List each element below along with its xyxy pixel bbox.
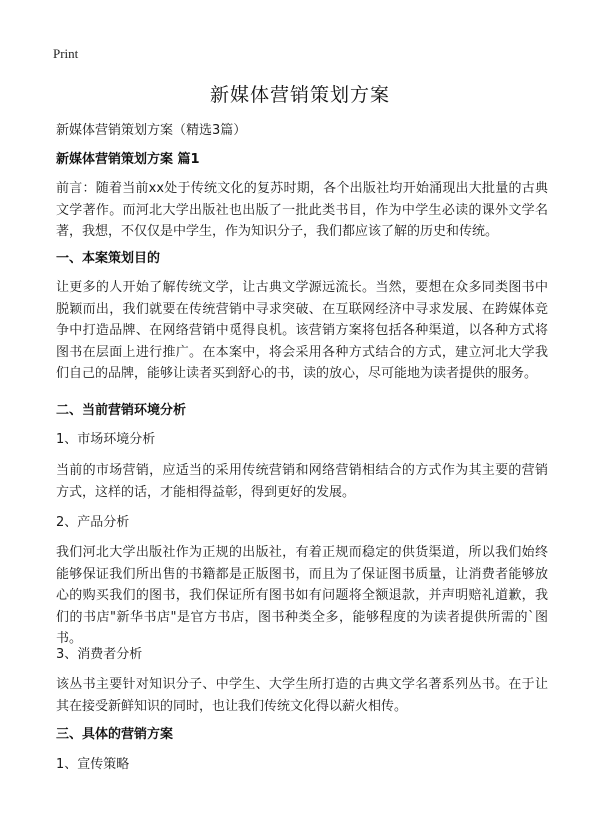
product-analysis-body: 我们河北大学出版社作为正规的出版社，有着正规而稳定的供货渠道，所以我们始终能够保证我们所出售的书籍都是正版图书，而且为了保证图书质量，让消费者能够放心的购买我们的图书，我们保证所有图书如有问题将全额退款，并声明赔礼道歉，我们的书店"新华书店"是官方书店，图书种类全多，能够程度的为读者提供所需的`图书。 <box>56 545 548 646</box>
consumer-analysis-heading: 3、消费者分析 <box>56 647 143 662</box>
product-analysis-heading: 2、产品分析 <box>56 515 130 530</box>
section-3-heading: 三、具体的营销方案 <box>56 727 174 742</box>
document-subtitle: 新媒体营销策划方案（精选3篇） <box>56 123 247 138</box>
publicity-strategy-heading: 1、宣传策略 <box>56 757 130 772</box>
market-analysis-body: 当前的市场营销，应适当的采用传统营销和网络营销相结合的方式作为其主要的营销方式，这样的话，才能相得益彰，得到更好的发展。 <box>56 463 548 500</box>
article-heading: 新媒体营销策划方案 篇1 <box>56 152 200 167</box>
section-2-heading: 二、当前营销环境分析 <box>56 403 187 418</box>
market-analysis-heading: 1、市场环境分析 <box>56 432 156 447</box>
print-link[interactable]: Print <box>53 46 79 61</box>
page-title: 新媒体营销策划方案 <box>209 84 390 106</box>
intro-paragraph: 前言：随着当前xx处于传统文化的复苏时期，各个出版社均开始涌现出大批量的古典文学著作。而河北大学出版社也出版了一批此类书目，作为中学生必读的课外文学名著，我想，不仅仅是中学生，作为知识分子，我们都应该了解的历史和传统。 <box>56 181 548 239</box>
section-1-heading: 一、本案策划目的 <box>56 251 161 266</box>
consumer-analysis-body: 该丛书主要针对知识分子、中学生、大学生所打造的古典文学名著系列丛书。在于让其在接受新鲜知识的同时，也让我们传统文化得以薪火相传。 <box>56 677 548 714</box>
section-1-body: 让更多的人开始了解传统文学，让古典文学源远流长。当然，要想在众多同类图书中脱颖而出，我们就要在传统营销中寻求突破、在互联网经济中寻求发展、在跨媒体竞争中打造品牌、在网络营销中觅得良机。该营销方案将包括各种渠道，以各种方式将图书在层面上进行推广。在本案中，将会采用各种方式结合的方式，建立河北大学我们自己的品牌，能够让读者买到舒心的书，读的放心，尽可能地为读者提供的服务。 <box>56 280 548 381</box>
